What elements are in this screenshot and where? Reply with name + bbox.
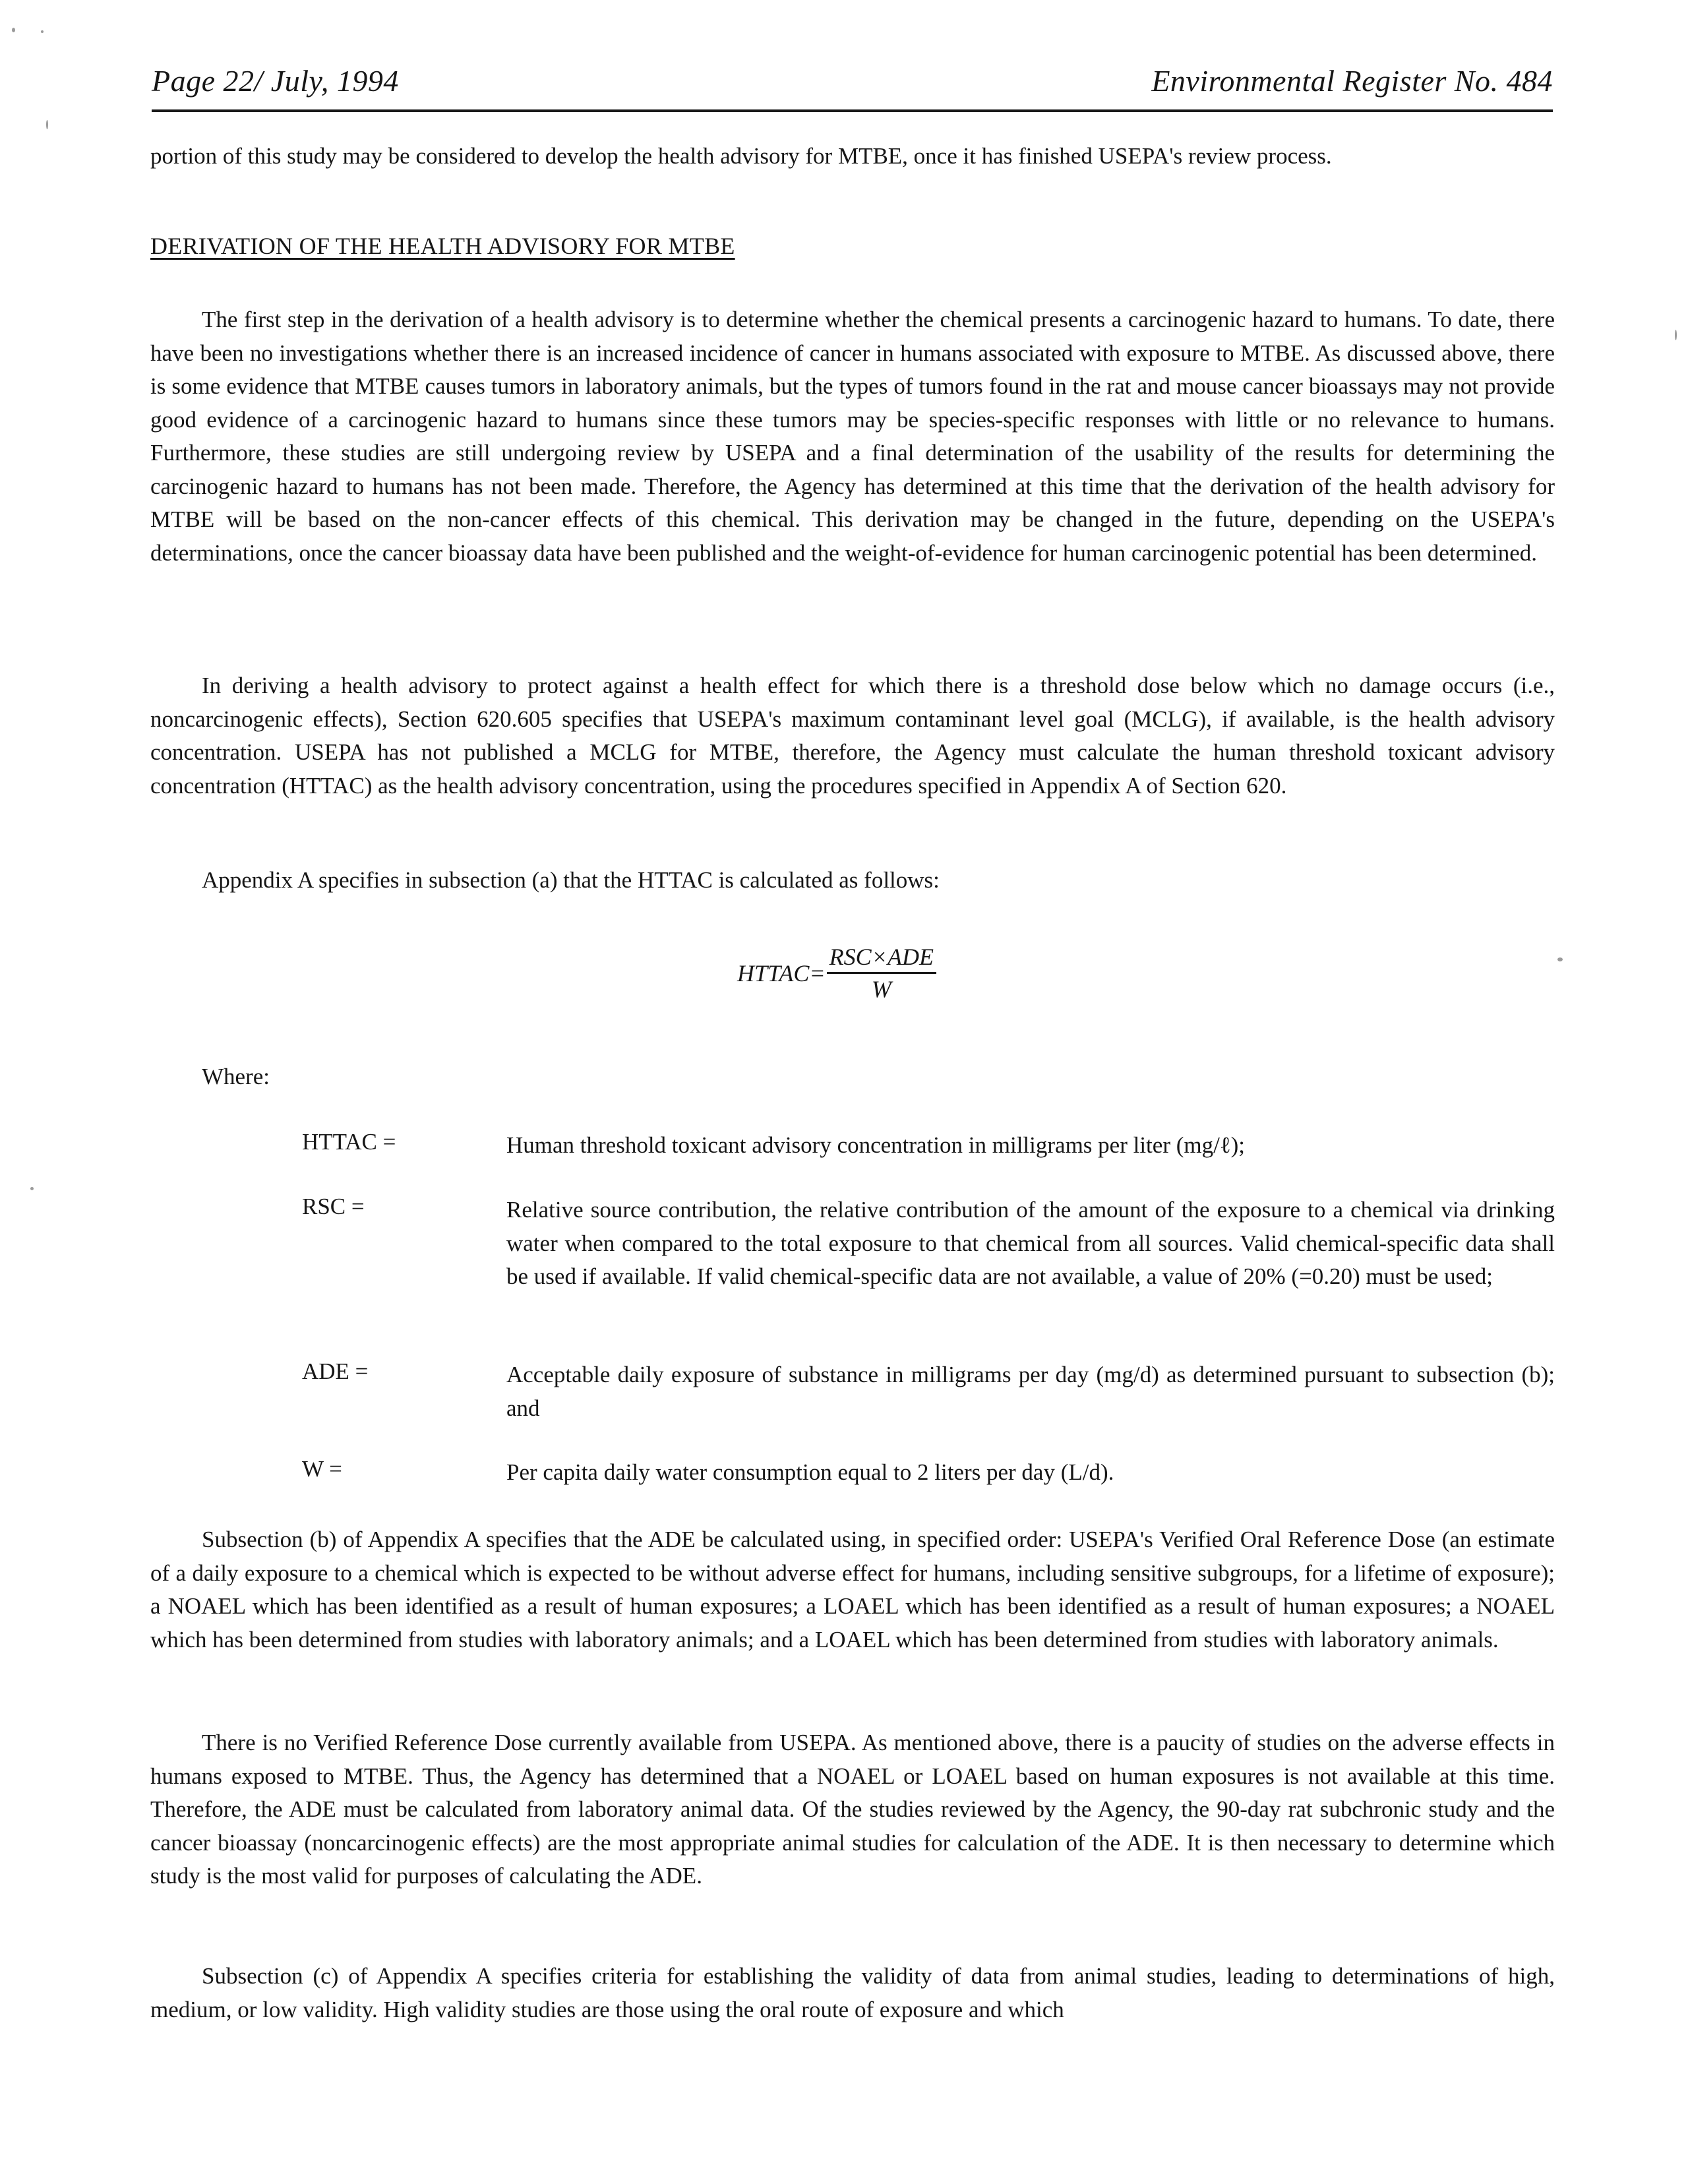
paragraph-carcinogenic-hazard: The first step in the derivation of a health advisory is to determine whether the chemical presents a carcinogenic hazard to humans. To date, there have been no investigations whether there is an increased incidence of cancer in humans associated with exposure to MTBE. As discussed above, there is some evidence that MTBE causes tumors in laboratory animals, but the types of tumors found in the rat and mouse cancer bioassays may not provide good evidence of a carcinogenic hazard to humans since these tumors may be species-specific responses with little or no relevance to humans. Furthermore, these studies are still undergoing review by USEPA and a final determination of the usability of the results for determining the carcinogenic hazard to humans has not been made. Therefore, the Agency has determined at this time that the derivation of the health advisory for MTBE will be based on the non-cancer effects of this chemical. This derivation may be changed in the future, depending on the USEPA's determinations, once the cancer bioassay data have been published and the weight-of-evidence for human carcinogenic potential has been determined. [150, 307, 1555, 566]
definition-term: HTTAC = [302, 1129, 396, 1155]
definition-text: Human threshold toxicant advisory concentration in milligrams per liter (mg/ℓ); [506, 1132, 1245, 1158]
formula-fraction [827, 943, 936, 1003]
where-label: Where: [202, 1064, 270, 1089]
header-page-date: Page 22/ July, 1994 [152, 64, 399, 98]
section-heading: DERIVATION OF THE HEALTH ADVISORY FOR MTBE [150, 233, 735, 259]
scan-speck [41, 30, 44, 33]
intro-paragraph: portion of this study may be considered to develop the health advisory for MTBE, once it has finished USEPA's review process. [150, 143, 1332, 169]
definition-text: Relative source contribution, the relative contribution of the amount of the exposure to a chemical via drinking water when compared to the total exposure to that chemical from all sources. Valid chemical-specific data shall be used if available. If valid chemical-specific data are not available, a value of 20% (=0.20) must be used; [506, 1197, 1555, 1289]
paragraph-appendix-a: Appendix A specifies in subsection (a) that the HTTAC is calculated as follows: [202, 867, 940, 893]
paragraph-reference-dose: There is no Verified Reference Dose currently available from USEPA. As mentioned above, there is a paucity of studies on the adverse effects in humans exposed to MTBE. Thus, the Agency has determined that a NOAEL or LOAEL based on human exposures is not available at this time. Therefore, the ADE must be calculated from laboratory animal data. Of the studies reviewed by the Agency, the 90-day rat subchronic study and the cancer bioassay (noncarcinogenic effects) are the most appropriate animal studies for calculation of the ADE. It is then necessary to determine which study is the most valid for purposes of calculating the ADE. [150, 1730, 1555, 1889]
definition-text: Per capita daily water consumption equal to 2 liters per day (L/d). [506, 1459, 1114, 1485]
httac-formula [737, 943, 936, 1003]
scan-speck [12, 28, 15, 32]
paragraph-subsection-b: Subsection (b) of Appendix A specifies that the ADE be calculated using, in specified order: USEPA's Verified Oral Reference Dose (an estimate of a daily exposure to a chemical which is expected to be without adverse effect for humans, including sensitive subgroups, for a lifetime of exposure); a NOAEL which has been identified as a result of human exposures; a LOAEL which has been identified as a result of human exposures; a NOAEL which has been determined from studies with laboratory animals; and a LOAEL which has been determined from studies with laboratory animals. [150, 1527, 1555, 1653]
definition-term: W = [302, 1456, 342, 1482]
scan-speck [30, 1187, 34, 1190]
definition-term: ADE = [302, 1358, 369, 1384]
scan-speck [46, 120, 48, 129]
page-header [152, 63, 1553, 112]
scan-speck [1675, 330, 1677, 340]
paragraph-subsection-c: Subsection (c) of Appendix A specifies criteria for establishing the validity of data from animal studies, leading to determinations of high, medium, or low validity. High validity studies are those using the oral route of exposure and which [150, 1963, 1555, 2022]
definition-term: RSC = [302, 1194, 365, 1219]
definition-text: Acceptable daily exposure of substance in milligrams per day (mg/d) as determined pursuant to subsection (b); and [506, 1362, 1555, 1421]
formula-denominator: W [871, 976, 891, 1002]
scan-speck [1557, 957, 1563, 961]
formula-numerator: RSC×ADE [827, 943, 936, 974]
formula-lhs: HTTAC= [737, 959, 826, 986]
header-publication: Environmental Register No. 484 [1151, 64, 1553, 98]
paragraph-threshold-dose: In deriving a health advisory to protect against a health effect for which there is a threshold dose below which no damage occurs (i.e., noncarcinogenic effects), Section 620.605 specifies that USEPA's maximum contaminant level goal (MCLG), if available, is the health advisory concentration. USEPA has not published a MCLG for MTBE, therefore, the Agency must calculate the human threshold toxicant advisory concentration (HTTAC) as the health advisory concentration, using the procedures specified in Appendix A of Section 620. [150, 673, 1555, 799]
